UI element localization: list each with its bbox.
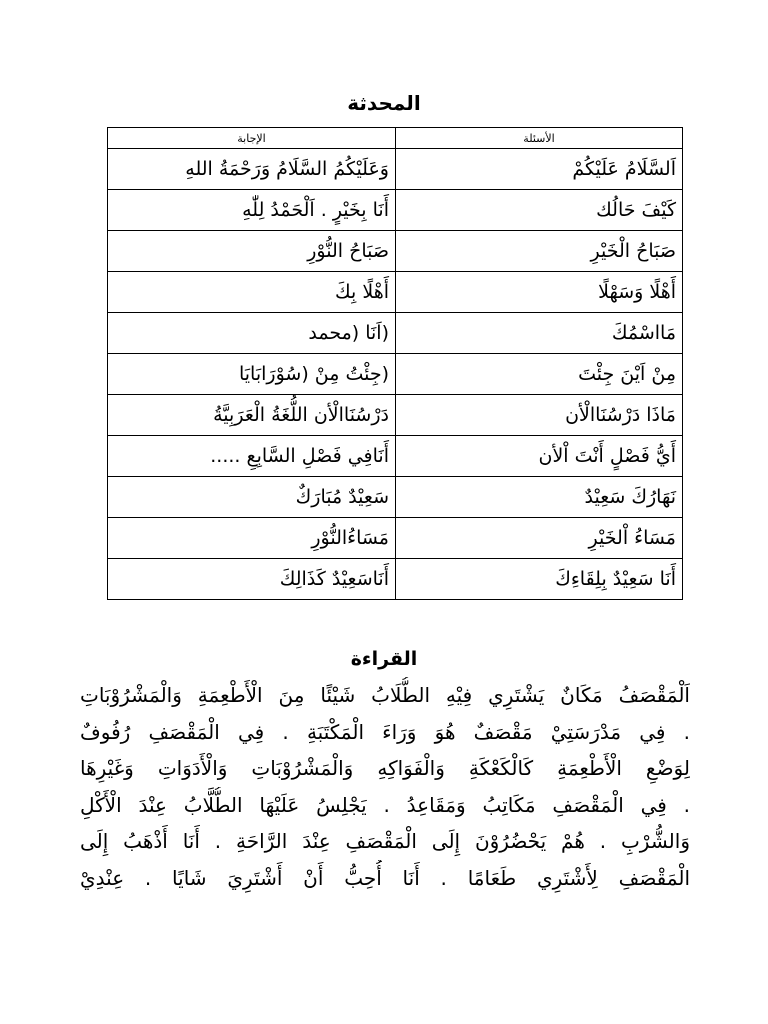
answer-cell: سَعِيْدٌ مُبَارَكٌ <box>108 477 396 518</box>
table-row <box>108 272 683 313</box>
table-row <box>108 231 683 272</box>
questions-header: الأسئلة <box>396 128 683 149</box>
reading-line: لِوَضْعِ الْأَطْعِمَةِ كَالْكَعْكَةِ وَالْفَوَاكِهِ وَالْمَشْرُوْبَاتِ وَالْأَدَوَاتِ وَغَيْرِهَا <box>80 756 690 780</box>
table-row <box>108 395 683 436</box>
answer-cell: أَهْلًا بِكَ <box>108 272 396 313</box>
question-cell: مَسَاءُ اْلخَيْرِ <box>396 518 683 559</box>
reading-passage <box>80 677 690 896</box>
page-title: المحدثة <box>347 91 421 115</box>
reading-line: اَلْمَقْصَفُ مَكَانٌ يَشْتَرِي فِيْهِ الطُّلَابُ شَيْئًا مِنَ الْأَطْعِمَةِ وَالْمَشْرُوْبَاتِ <box>80 683 690 707</box>
question-cell: أَيُّ فَصْلٍ أَنْتَ اْلأن <box>396 436 683 477</box>
dialogue-table-body <box>108 149 683 600</box>
answer-cell: وَعَلَيْكُمُ السَّلَامُ وَرَحْمَةُ اللهِ <box>108 149 396 190</box>
table-row <box>108 518 683 559</box>
question-cell: كَيْفَ حَالُك <box>396 190 683 231</box>
answer-cell: (جِئْتُ مِنْ (سُوْرَابَايَا <box>108 354 396 395</box>
table-row <box>108 436 683 477</box>
answers-header: الإجابة <box>108 128 396 149</box>
question-cell: اَلسَّلَامُ عَلَيْكُمْ <box>396 149 683 190</box>
question-cell: نَهَارُكَ سَعِيْدٌ <box>396 477 683 518</box>
dialogue-table <box>107 127 683 600</box>
answer-cell: مَسَاءُالنُّوْرِ <box>108 518 396 559</box>
question-cell: مَاذَا دَرْسُنَاالْأن <box>396 395 683 436</box>
table-row <box>108 559 683 600</box>
question-cell: مِنْ اَيْنَ جِئْتَ <box>396 354 683 395</box>
reading-line: وَالشُّرْبِ . هُمْ يَحْضُرُوْنَ إِلَى الْمَقْصَفِ عِنْدَ الرَّاحَةِ . أَنَا أَذْهَبُ إِلَى <box>80 829 690 853</box>
answer-cell: دَرْسُنَاالْأن اللُّغَةُ الْعَرَبِيَّةُ <box>108 395 396 436</box>
question-cell: مَااسْمُكَ <box>396 313 683 354</box>
reading-line: . فِي مَدْرَسَتِيْ مَقْصَفٌ هُوَ وَرَاءَ الْمَكْتَبَةِ . فِي الْمَقْصَفِ رُفُوفٌ <box>80 719 690 744</box>
answer-cell: أَنَافِي فَصْلِ السَّابِعِ ..... <box>108 436 396 477</box>
table-row <box>108 354 683 395</box>
question-cell: أَنَا سَعِيْدٌ بِلِقَاءِكَ <box>396 559 683 600</box>
answer-cell: أَنَاسَعِيْدٌ كَذَالِكَ <box>108 559 396 600</box>
answer-cell: أَنَا بِخَيْرٍ . اَلْحَمْدُ لِلّٰهِ <box>108 190 396 231</box>
answer-cell: صَبَاحُ النُّوْرِ <box>108 231 396 272</box>
answer-cell: (اَنَا (محمد <box>108 313 396 354</box>
reading-line: الْمَقْصَفِ لِأَشْتَرِي طَعَامًا . أَنَا أُحِبُّ أَنْ أَشْتَرِيَ شَايًا . عِنْدِيْ <box>80 865 690 890</box>
question-cell: صَبَاحُ الْخَيْرِ <box>396 231 683 272</box>
question-cell: أَهْلًا وَسَهْلًا <box>396 272 683 313</box>
table-row <box>108 149 683 190</box>
table-header-row <box>108 128 683 149</box>
reading-title: القراءة <box>350 648 418 670</box>
reading-line: . فِي الْمَقْصَفِ مَكَاتِبُ وَمَقَاعِدُ . يَجْلِسُ عَلَيْهَا الطُّلَّابُ عِنْدَ الْأَكْلِ <box>80 792 690 817</box>
table-row <box>108 477 683 518</box>
table-row <box>108 190 683 231</box>
table-row <box>108 313 683 354</box>
